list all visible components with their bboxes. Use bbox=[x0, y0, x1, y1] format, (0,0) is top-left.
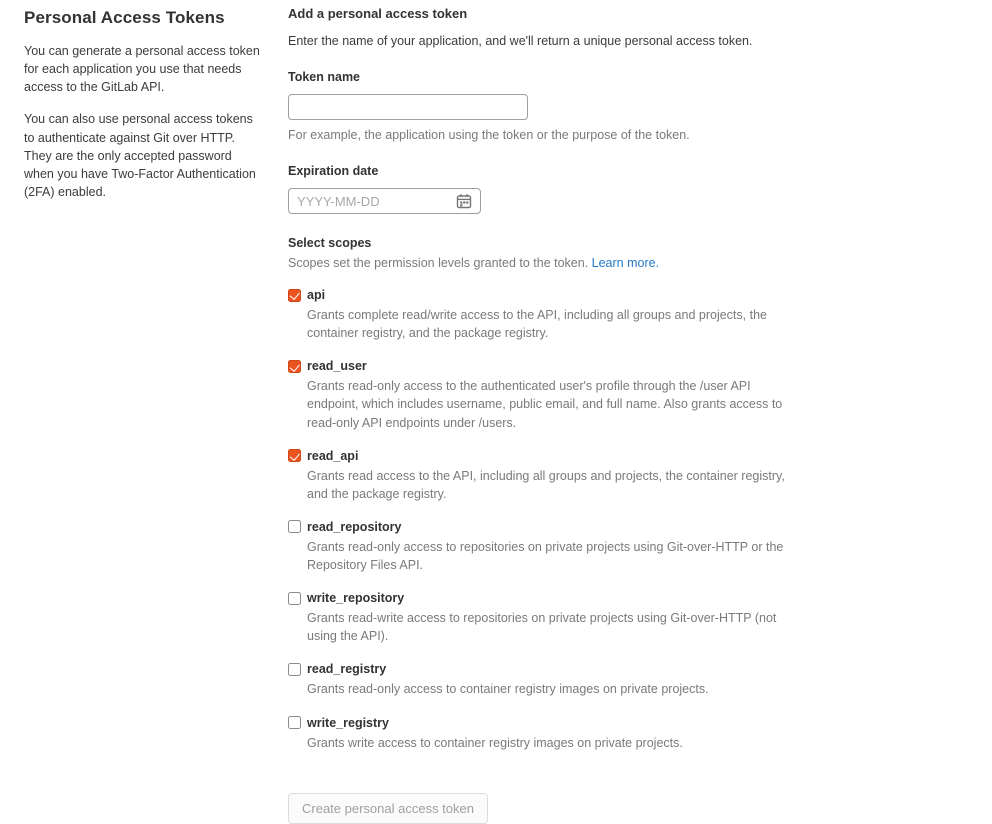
scope-checkbox-read-repository[interactable] bbox=[288, 520, 301, 533]
sidebar-paragraph-2: You can also use personal access tokens to authenticate against Git over HTTP. They are the only accepted password when you have Two-Factor Authentication (2FA) enabled. bbox=[24, 112, 256, 199]
scope-name: api bbox=[307, 288, 326, 302]
scope-checkbox-api[interactable] bbox=[288, 289, 301, 302]
learn-more-link[interactable]: Learn more. bbox=[591, 256, 660, 270]
scope-row-write-registry bbox=[288, 716, 808, 752]
scope-description: Grants read-write access to repositories on private projects using Git-over-HTTP (not using the API). bbox=[307, 611, 777, 644]
scope-description: Grants read access to the API, including all groups and projects, the container registry, and the package registry. bbox=[307, 468, 785, 501]
sidebar-description bbox=[24, 6, 274, 824]
sidebar-paragraph-1: You can generate a personal access token for each application you use that needs access to the GitLab API. bbox=[24, 44, 260, 95]
scopes-description bbox=[288, 256, 808, 270]
scope-row-read-user bbox=[288, 359, 808, 431]
scope-name: read_registry bbox=[307, 662, 387, 677]
scope-name: write_repository bbox=[307, 591, 405, 606]
scope-checkbox-read-registry[interactable] bbox=[288, 663, 301, 676]
token-form bbox=[288, 6, 808, 824]
create-token-button[interactable]: Create personal access token bbox=[288, 793, 488, 824]
form-heading: Add a personal access token bbox=[288, 6, 468, 21]
scope-row-read-registry bbox=[288, 662, 808, 698]
scope-description: Grants read-only access to repositories on private projects using Git-over-HTTP or the Repository Files API. bbox=[307, 539, 784, 572]
token-name-help: For example, the application using the token or the purpose of the token. bbox=[288, 128, 690, 142]
scope-name: read_user bbox=[307, 359, 367, 374]
scope-name: write_registry bbox=[307, 715, 389, 730]
scope-name: read_repository bbox=[307, 519, 402, 534]
scopes-section bbox=[288, 236, 808, 752]
token-name-input[interactable] bbox=[288, 94, 528, 120]
scope-checkbox-read-user[interactable] bbox=[288, 360, 301, 373]
scope-checkbox-write-registry[interactable] bbox=[288, 716, 301, 729]
token-name-label: Token name bbox=[288, 70, 361, 84]
expiration-label: Expiration date bbox=[288, 164, 379, 178]
scope-checkbox-write-repository[interactable] bbox=[288, 592, 301, 605]
scope-checkbox-read-api[interactable] bbox=[288, 449, 301, 462]
token-name-section bbox=[288, 70, 808, 142]
scope-row-write-repository bbox=[288, 591, 808, 645]
scope-description: Grants read-only access to the authenticated user's profile through the /user API endpoint, which includes username, public email, and full name. Also grants access to read-only API endpoints under /users. bbox=[307, 379, 783, 430]
scope-row-read-repository bbox=[288, 520, 808, 574]
expiration-section bbox=[288, 164, 808, 214]
scope-row-read-api bbox=[288, 449, 808, 503]
scope-description: Grants complete read/write access to the API, including all groups and projects, the container registry, and the package registry. bbox=[307, 308, 767, 341]
form-intro: Enter the name of your application, and we'll return a unique personal access token. bbox=[288, 34, 753, 48]
scope-description: Grants read-only access to container registry images on private projects. bbox=[307, 682, 709, 697]
scope-row-api bbox=[288, 288, 808, 342]
scope-description: Grants write access to container registry images on private projects. bbox=[307, 735, 683, 750]
select-scopes-label: Select scopes bbox=[288, 236, 372, 250]
scope-name: read_api bbox=[307, 448, 359, 463]
page-title: Personal Access Tokens bbox=[24, 8, 225, 27]
expiration-date-input[interactable] bbox=[288, 188, 481, 214]
scopes-description-text: Scopes set the permission levels granted to the token. bbox=[288, 256, 592, 270]
